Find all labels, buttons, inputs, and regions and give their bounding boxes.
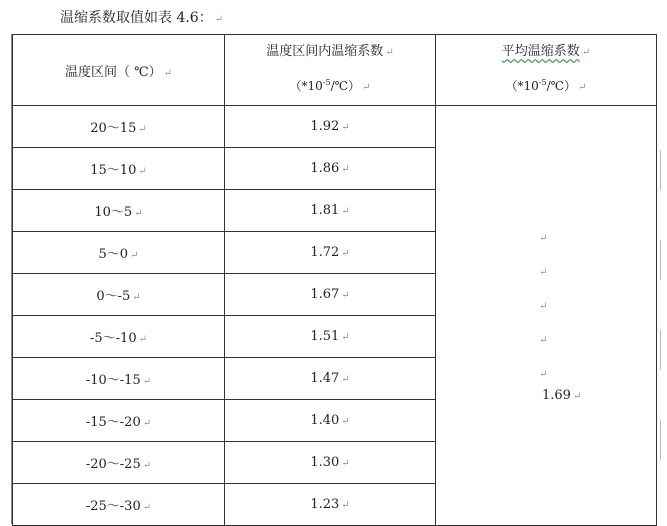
range-cell [13, 190, 225, 232]
paragraph-mark-icon: ↵ [142, 418, 152, 429]
paragraph-mark-icon: ↵ [138, 334, 147, 345]
paragraph-mark-icon: ↵ [539, 301, 548, 312]
unit-exponent: -5 [322, 78, 331, 87]
header-label: 温度区间内温缩系数 [266, 44, 384, 59]
coef-cell [225, 442, 436, 484]
header-label: 温度区间（ ℃） [64, 64, 162, 80]
range-cell [13, 442, 225, 484]
average-number: 1.69 [542, 388, 571, 403]
coef-value: 1.67 [310, 287, 340, 302]
coef-cell [225, 316, 436, 358]
coef-cell [225, 148, 436, 190]
coef-value: 1.81 [310, 203, 340, 218]
coef-value: 1.51 [310, 329, 340, 344]
range-cell [13, 400, 225, 442]
header-interval-coefficient [225, 35, 436, 106]
coef-value: 1.30 [310, 455, 340, 470]
paragraph-mark-icon: ↵ [138, 124, 147, 135]
coef-cell [225, 484, 436, 526]
paragraph-mark-icon: ↵ [132, 292, 141, 303]
header-unit: （*10 [289, 79, 323, 93]
header-unit: （*10 [505, 79, 539, 93]
paragraph-mark-icon: ↵ [578, 82, 587, 93]
paragraph-mark-icon: ↵ [341, 500, 350, 511]
coef-cell [225, 400, 436, 442]
paragraph-mark-icon: ↵ [539, 369, 548, 380]
table-header-row [13, 35, 657, 106]
paragraph-mark-icon: ↵ [341, 164, 350, 175]
paragraph-mark-icon: ↵ [539, 267, 548, 278]
range-cell [13, 358, 225, 400]
header-temperature-range [13, 35, 225, 106]
range-cell [13, 316, 225, 358]
range-cell [13, 232, 225, 274]
paragraph-mark-icon: ↵ [341, 248, 350, 259]
paragraph-mark-icon: ↵ [163, 67, 173, 79]
coef-cell [225, 106, 436, 148]
paragraph-mark-icon: ↵ [539, 335, 548, 346]
header-unit-suffix: /℃） [546, 79, 577, 93]
average-cell [436, 106, 657, 526]
coef-value: 1.86 [310, 161, 340, 176]
paragraph-mark-icon: ↵ [341, 122, 350, 133]
range-value: 0～-5 [96, 289, 131, 304]
average-value [542, 388, 581, 403]
paragraph-mark-icon: ↵ [142, 502, 152, 513]
paragraph-mark-icon: ↵ [130, 250, 139, 261]
range-value: -20～-25 [85, 457, 141, 472]
paragraph-mark-icon: ↵ [142, 376, 152, 387]
header-label: 平均温缩系数 [501, 44, 580, 59]
unit-exponent: -5 [538, 78, 547, 87]
range-cell [13, 274, 225, 316]
coef-value: 1.23 [310, 497, 340, 512]
shrinkage-coefficient-table [12, 34, 657, 526]
blank-paragraph-marks [539, 222, 547, 392]
table-row [13, 106, 657, 148]
range-value: -5～-10 [90, 331, 137, 346]
paragraph-mark-icon: ↵ [341, 374, 350, 385]
paragraph-mark-icon: ↵ [385, 47, 394, 58]
paragraph-mark-icon: ↵ [341, 290, 350, 301]
range-value: 15～10 [90, 163, 137, 178]
paragraph-mark-icon: ↵ [341, 458, 350, 469]
margin-dash [660, 150, 661, 190]
coef-value: 1.47 [310, 371, 340, 386]
paragraph-mark-icon: ↵ [138, 166, 147, 177]
paragraph-mark-icon: ↵ [214, 14, 224, 25]
coef-value: 1.40 [310, 413, 340, 428]
margin-dash [660, 330, 661, 370]
paragraph-mark-icon: ↵ [142, 460, 152, 471]
paragraph-mark-icon: ↵ [362, 82, 371, 93]
paragraph-mark-icon: ↵ [341, 332, 350, 343]
paragraph-mark-icon: ↵ [341, 416, 350, 427]
table-caption [60, 8, 223, 30]
coef-value: 1.92 [310, 119, 340, 134]
paragraph-mark-icon: ↵ [539, 233, 548, 244]
range-value: 20～15 [90, 121, 137, 136]
coef-cell [225, 190, 436, 232]
range-value: -15～-20 [85, 415, 141, 430]
coef-cell [225, 358, 436, 400]
margin-dash [660, 420, 661, 460]
paragraph-mark-icon: ↵ [341, 206, 350, 217]
header-unit-suffix: /℃） [330, 79, 361, 93]
paragraph-mark-icon: ↵ [581, 47, 591, 58]
paragraph-mark-icon: ↵ [572, 391, 582, 402]
coef-cell [225, 274, 436, 316]
paragraph-mark-icon: ↵ [134, 208, 143, 219]
coef-cell [225, 232, 436, 274]
caption-text: 温缩系数取值如表 4.6： [60, 10, 213, 26]
range-cell [13, 106, 225, 148]
margin-dash [660, 240, 661, 280]
range-cell [13, 484, 225, 526]
range-value: -10～-15 [85, 373, 141, 388]
coef-value: 1.72 [310, 245, 340, 260]
range-value: 5～0 [98, 247, 129, 262]
range-cell [13, 148, 225, 190]
header-average-coefficient [436, 35, 657, 106]
range-value: -25～-30 [85, 499, 141, 514]
range-value: 10～5 [94, 205, 133, 220]
